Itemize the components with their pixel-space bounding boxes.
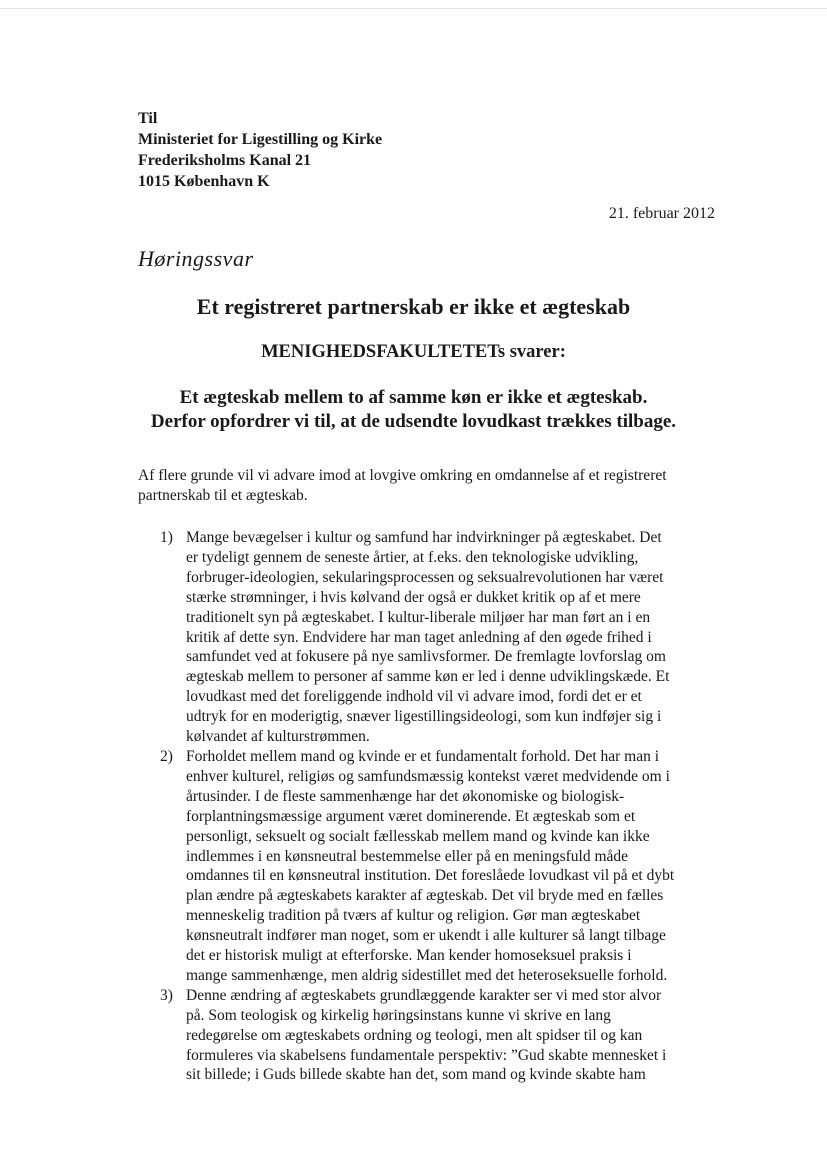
numbered-points-list (138, 528, 738, 1085)
page-subtitle: MENIGHEDSFAKULTETETs svarer: (261, 342, 566, 362)
list-item-line: personligt, seksuelt og socialt fællesskab mellem mand og kvinde kan ikke (186, 827, 650, 845)
list-item (138, 528, 738, 747)
intro-line: partnerskab til et ægteskab. (138, 487, 308, 504)
list-item-line: ægteskab mellem to personer af samme køn er led i denne udviklingskæde. Et (186, 668, 670, 686)
list-item-line: sit billede; i Guds billede skabte han det, som mand og kvinde skabte ham (186, 1066, 646, 1084)
claim-line: Derfor opfordrer vi til, at de udsendte lovudkast trækkes tilbage. (150, 411, 677, 432)
claim-line: Et ægteskab mellem to af samme køn er ikke et ægteskab. (179, 387, 648, 408)
list-item-line: kritik af dette syn. Endvidere har man taget anledning af den øgede frihed i (186, 628, 652, 646)
list-item-line: forbruger-ideologien, sekularingsprocessen og seksualrevolutionen har været (186, 568, 664, 586)
list-item-line: Mange bevægelser i kultur og samfund har indvirkninger på ægteskabet. Det (186, 529, 662, 546)
list-item-line: menneskelig tradition på tværs af kultur og religion. Gør man ægteskabet (186, 907, 641, 925)
list-item-line: kølvandet af kulturstrømmen. (186, 728, 370, 746)
list-item (138, 986, 738, 1086)
list-item-line: er tydeligt gennem de seneste årtier, at f.eks. den teknologiske udvikling, (186, 548, 639, 566)
list-item-number: 1) (160, 529, 173, 546)
list-item-line: lovudkast med det foreliggende indhold vil vi advare imod, fordi det er et (186, 688, 642, 706)
list-item-line: traditionelt syn på ægteskabet. I kultur-liberale miljøer har man ført an i en (186, 608, 651, 626)
list-item (138, 747, 738, 986)
list-item-number: 3) (160, 986, 173, 1004)
list-item-line: forplantningsmæssige argument været dominerende. Et ægteskab som et (186, 807, 636, 825)
recipient-line: 1015 København K (138, 173, 270, 190)
list-item-line: Denne ændring af ægteskabets grundlæggende karakter ser vi med stor alvor (186, 986, 662, 1004)
intro-paragraph (138, 466, 738, 506)
list-item-line: samfundet ved at fokusere på nye samlivsformer. De fremlagte lovforslag om (186, 648, 666, 666)
list-item-line: formuleres via skabelsens fundamentale perspektiv: ”Gud skabte mennesket i (186, 1046, 667, 1064)
list-item-line: omdannes til en kønsneutral institution. Det foreslåede lovudkast vil på et dybt (186, 867, 675, 885)
recipient-line: Ministeriet for Ligestilling og Kirke (138, 131, 383, 148)
recipient-line: Til (138, 110, 158, 127)
recipient-line: Frederiksholms Kanal 21 (138, 152, 312, 169)
document-type: Høringssvar (138, 246, 254, 271)
list-item-number: 2) (160, 747, 173, 765)
recipient-address (138, 108, 382, 192)
main-claim (0, 386, 827, 434)
list-item-line: redegørelse om ægteskabets ordning og teologi, men alt spidser til og kan (186, 1026, 643, 1044)
list-item-line: indlemmes i en kønsneutral bestemmelse eller på en meningsfuld måde (186, 847, 629, 865)
list-item-line: årtusinder. I de fleste sammenhænge har det økonomiske og biologisk- (186, 787, 625, 805)
list-item-line: mange sammenhænge, men aldrig sidestillet med det heteroseksuelle forhold. (186, 966, 668, 984)
list-item-line: Forholdet mellem mand og kvinde er et fundamentalt forhold. Det har man i (186, 747, 660, 765)
list-item-line: kønsneutralt indfører man noget, som er ukendt i alle kulturer så langt tilbage (186, 927, 666, 945)
page-title: Et registreret partnerskab er ikke et ægteskab (196, 294, 631, 319)
list-item-line: stærke strømninger, i hvis kølvand der også er dukket kritik op af et mere (186, 588, 641, 606)
list-item-line: det er historisk muligt at efterforske. Man kender homoseksuel praksis i (186, 947, 632, 965)
list-item-line: udtryk for en moderigtig, snæver ligestillingsideologi, som kun indføjer sig i (186, 708, 662, 726)
list-item-line: enhver kulturel, religiøs og samfundsmæssig kontekst været medvidende om i (186, 767, 670, 785)
list-item-line: plan ændre på ægteskabets karakter af ægteskab. Det vil bryde med en fælles (186, 887, 664, 905)
letter-date: 21. februar 2012 (608, 205, 715, 222)
intro-line: Af flere grunde vil vi advare imod at lovgive omkring en omdannelse af et registreret (138, 467, 667, 484)
list-item-line: på. Som teologisk og kirkelig høringsinstans kunne vi skrive en lang (186, 1006, 611, 1024)
